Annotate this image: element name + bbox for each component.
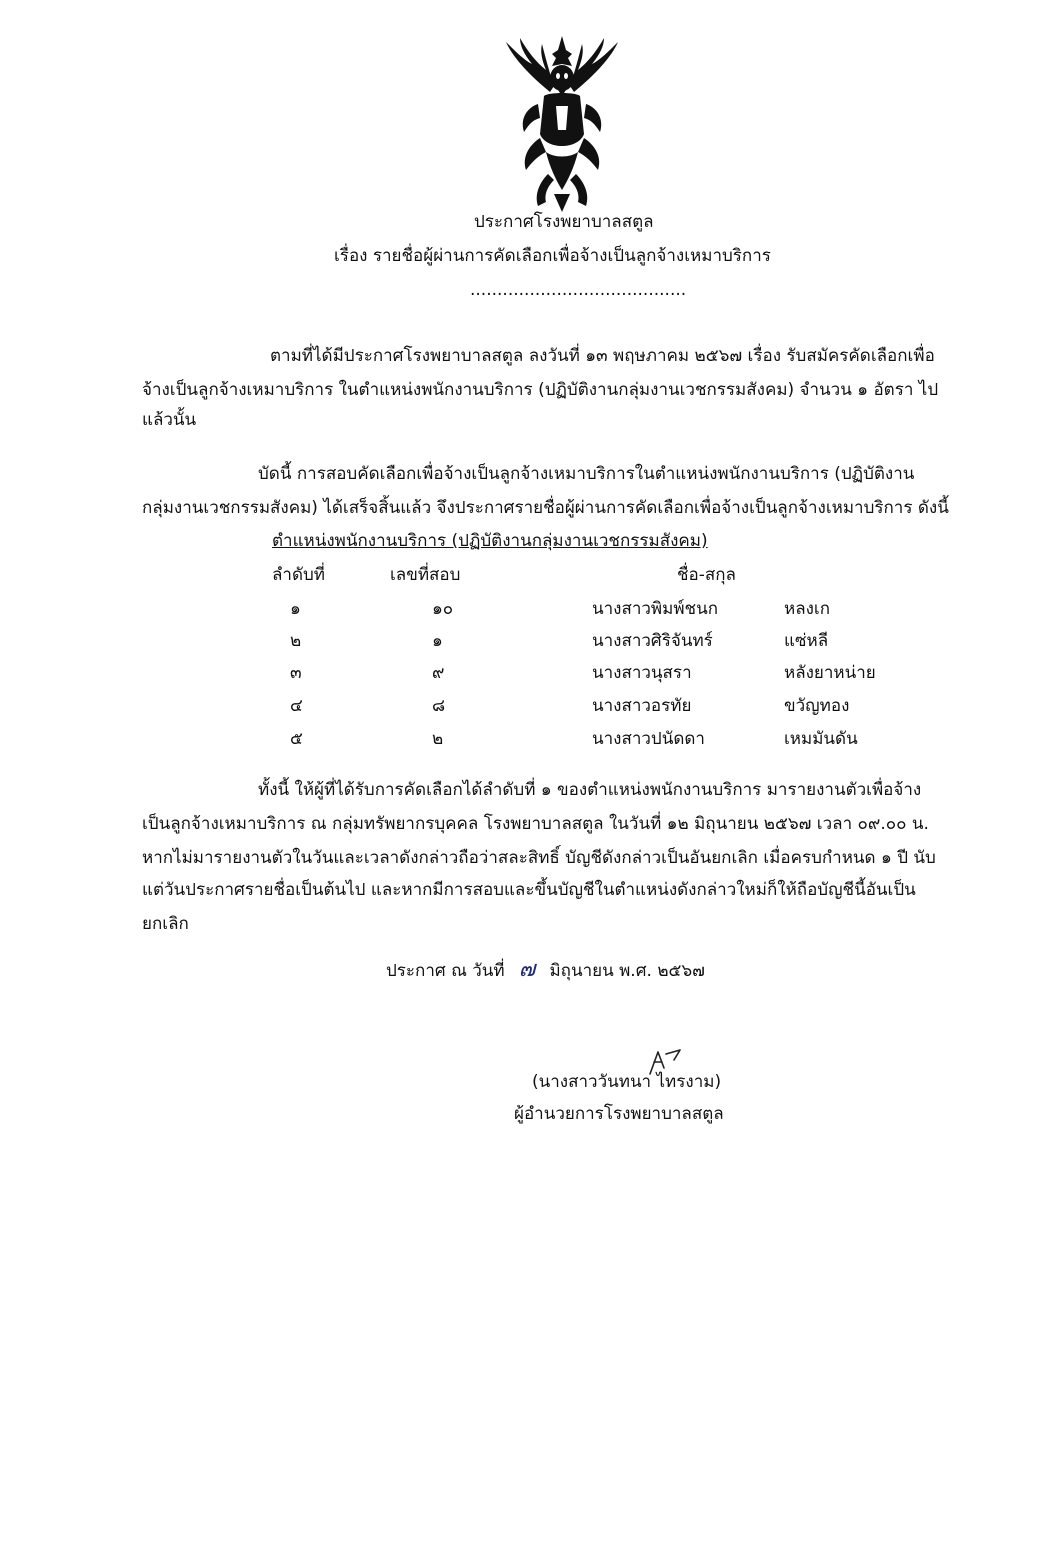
date-prefix: ประกาศ ณ วันที่ (386, 961, 505, 981)
row-order: ๓ (290, 663, 302, 683)
signatory-title: ผู้อำนวยการโรงพยาบาลสตูล (514, 1104, 724, 1124)
date-suffix: มิถุนายน พ.ศ. ๒๕๖๗ (549, 961, 705, 981)
paragraph2-line: บัดนี้ การสอบคัดเลือกเพื่อจ้างเป็นลูกจ้างเหมาบริการในตำแหน่งพนักงานบริการ (ปฏิบัติงาน (258, 464, 915, 484)
row-exam-no: ๘ (432, 696, 446, 716)
row-exam-no: ๑ (432, 631, 443, 651)
paragraph3-line: หากไม่มารายงานตัวในวันและเวลาดังกล่าวถือว่าสละสิทธิ์ บัญชีดังกล่าวเป็นอันยกเลิก เมื่อครบกำหนด ๑ ปี นับ (142, 848, 936, 868)
paragraph1-line: ตามที่ได้มีประกาศโรงพยาบาลสตูล ลงวันที่ ๑๓ พฤษภาคม ๒๕๖๗ เรื่อง รับสมัครคัดเลือกเพื่อ (270, 346, 935, 366)
row-exam-no: ๑๐ (432, 599, 454, 619)
column-header-name: ชื่อ-สกุล (677, 565, 736, 585)
position-title: ตำแหน่งพนักงานบริการ (ปฏิบัติงานกลุ่มงานเวชกรรมสังคม) (272, 531, 708, 551)
title-separator: ........................................ (470, 280, 687, 300)
row-order: ๕ (290, 729, 303, 749)
announcement-date (386, 958, 705, 983)
announcement-title: ประกาศโรงพยาบาลสตูล (474, 212, 654, 232)
table-row (0, 694, 1058, 726)
row-first-name: นางสาวอรทัย (592, 696, 692, 716)
paragraph1-line: แล้วนั้น (142, 410, 197, 430)
column-header-order: ลำดับที่ (272, 565, 326, 585)
row-last-name: แซ่หลี (784, 631, 829, 651)
paragraph2-line: กลุ่มงานเวชกรรมสังคม) ได้เสร็จสิ้นแล้ว จึงประกาศรายชื่อผู้ผ่านการคัดเลือกเพื่อจ้างเป็นลูกจ้างเหมาบริการ ดังนี้ (142, 498, 949, 518)
table-row (0, 727, 1058, 759)
row-exam-no: ๒ (432, 729, 444, 749)
paragraph3-line: ยกเลิก (142, 914, 189, 934)
garuda-emblem-icon (498, 34, 626, 212)
date-day-handwritten: ๗ (518, 957, 536, 982)
row-first-name: นางสาวนุสรา (592, 663, 692, 683)
row-order: ๑ (290, 599, 301, 619)
signatory-name: (นางสาววันทนา ไทรงาม) (532, 1072, 722, 1092)
table-row (0, 597, 1058, 629)
row-order: ๔ (290, 696, 303, 716)
paragraph3-line: ทั้งนี้ ให้ผู้ที่ได้รับการคัดเลือกได้ลำดับที่ ๑ ของตำแหน่งพนักงานบริการ มารายงานตัวเพื่อจ้าง (258, 780, 922, 800)
row-order: ๒ (290, 631, 302, 651)
paragraph3-line: แต่วันประกาศรายชื่อเป็นต้นไป และหากมีการสอบและขึ้นบัญชีในตำแหน่งดังกล่าวใหม่ก็ให้ถือบัญชีนี้อันเป็น (142, 880, 916, 900)
row-last-name: ขวัญทอง (784, 696, 850, 716)
column-header-exam-no: เลขที่สอบ (390, 565, 461, 585)
row-last-name: หลังยาหน่าย (784, 663, 876, 683)
row-last-name: หลงเก (784, 599, 831, 619)
announcement-subject: เรื่อง รายชื่อผู้ผ่านการคัดเลือกเพื่อจ้างเป็นลูกจ้างเหมาบริการ (334, 246, 771, 266)
row-first-name: นางสาวศิริจันทร์ (592, 631, 713, 651)
paragraph1-line: จ้างเป็นลูกจ้างเหมาบริการ ในตำแหน่งพนักงานบริการ (ปฏิบัติงานกลุ่มงานเวชกรรมสังคม) จำนวน ๑ อัตรา ไป (142, 380, 939, 400)
table-row (0, 661, 1058, 693)
table-row (0, 629, 1058, 661)
row-first-name: นางสาวพิมพ์ชนก (592, 599, 719, 619)
row-first-name: นางสาวปนัดดา (592, 729, 705, 749)
paragraph3-line: เป็นลูกจ้างเหมาบริการ ณ กลุ่มทรัพยากรบุคคล โรงพยาบาลสตูล ในวันที่ ๑๒ มิถุนายน ๒๕๖๗ เวลา ๐๙.๐๐ น. (142, 814, 929, 834)
row-exam-no: ๙ (432, 663, 445, 683)
row-last-name: เหมมันดัน (784, 729, 858, 749)
